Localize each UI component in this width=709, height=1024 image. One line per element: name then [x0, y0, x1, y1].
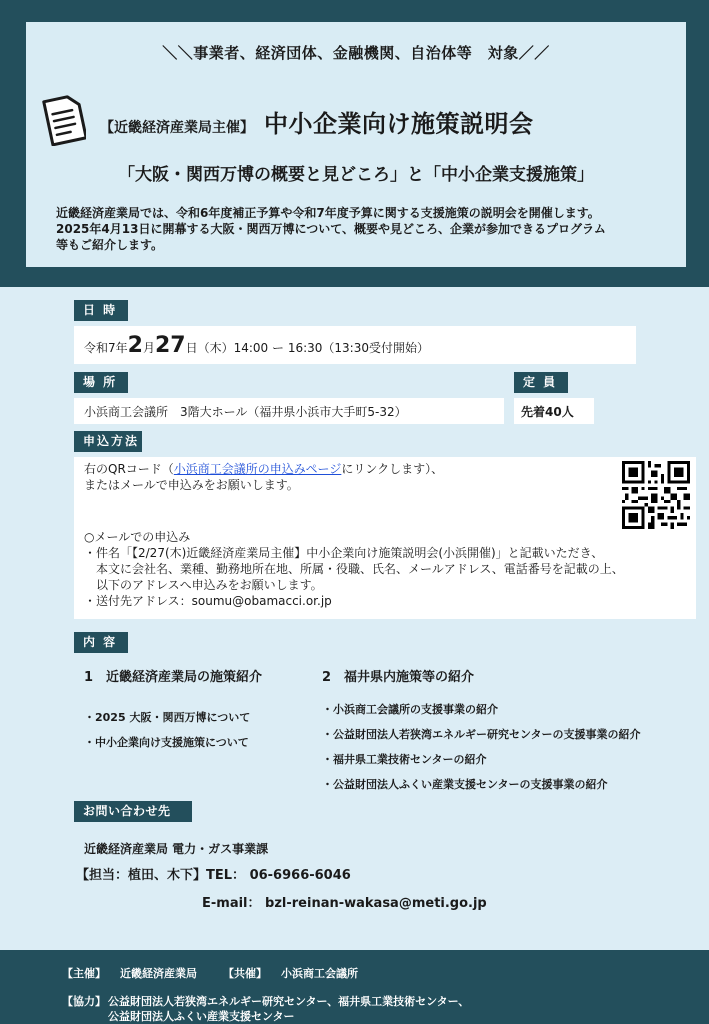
cohost-name: 小浜商工会議所 — [281, 967, 358, 980]
list-item: ・小浜商工会議所の支援事業の紹介 — [322, 703, 498, 716]
contents-head-2: 2 福井県内施策等の紹介 — [322, 670, 475, 685]
venue-text: 小浜商工会議所 3階大ホール（福井県小浜市大手町5-32） — [84, 405, 407, 419]
mail-line: 以下のアドレスへ申込みをお願いします。 — [84, 578, 323, 592]
contact-persons: 【担当：植田、木下】 — [76, 868, 207, 883]
audience-line: ＼＼事業者、経済団体、金融機関、自治体等 対象／／ — [162, 44, 550, 62]
qr-code[interactable] — [622, 461, 690, 529]
intro-line: 2025年4月13日に開幕する大阪・関西万博について、概要や見どころ、企業が参加できるプログラム — [56, 222, 606, 236]
month-unit: 月 — [142, 341, 155, 355]
footer-coop-label: 【協力】 — [62, 995, 106, 1008]
organizer-tag: 【近畿経済産業局主催】 — [100, 120, 254, 136]
intro-text — [56, 205, 676, 253]
month: 2 — [127, 333, 143, 358]
datetime-panel — [74, 326, 636, 364]
contact-label: お問い合わせ先 — [74, 801, 192, 822]
header-box — [26, 22, 686, 267]
footer-coop-2: 公益財団法人ふくい産業支援センター — [108, 1010, 295, 1023]
list-item: ・福井県工業技術センターの紹介 — [322, 753, 487, 766]
venue-label: 場 所 — [74, 372, 128, 393]
contents-label: 内 容 — [74, 632, 128, 653]
contact-email: E-mail： bzl-reinan-wakasa@meti.go.jp — [202, 896, 487, 911]
list-item: ・公益財団法人ふくい産業支援センターの支援事業の紹介 — [322, 778, 608, 791]
intro-line: 近畿経済産業局では、令和6年度補正予算や令和7年度予算に関する支援施策の説明会を開催します。 — [56, 206, 600, 220]
mail-instructions — [84, 529, 704, 609]
datetime-text — [84, 333, 429, 358]
list-item: ・2025 大阪・関西万博について — [84, 711, 251, 724]
list-item: ・公益財団法人若狭湾エネルギー研究センターの支援事業の紹介 — [322, 728, 641, 741]
intro-line: 等もご紹介します。 — [56, 238, 164, 252]
page-title: 中小企業向け施策説明会 — [264, 110, 534, 138]
mail-line: ・件名「【2/27(木)近畿経済産業局主催】中小企業向け施策説明会(小浜開催)」と記載いただき、 — [84, 546, 604, 560]
mail-address: ・送付先アドレス：soumu@obamacci.or.jp — [84, 594, 332, 608]
apply-intro — [84, 461, 443, 493]
mail-head: ○メールでの申込み — [84, 530, 191, 544]
mail-line: 本文に会社名、業種、勤務地所在地、所属・役職、氏名、メールアドレス、電話番号を記載の上、 — [84, 562, 624, 576]
era-year: 令和7年 — [84, 341, 128, 355]
apply-panel — [74, 457, 696, 619]
datetime-label: 日 時 — [74, 300, 128, 321]
host-label: 【主催】 — [62, 967, 106, 980]
cohost-label: 【共催】 — [223, 967, 267, 980]
apply-label: 申込方法 — [74, 431, 142, 452]
capacity-label: 定 員 — [514, 372, 568, 393]
contents-head-1: 1 近畿経済産業局の施策紹介 — [84, 670, 263, 685]
apply-line-suffix: にリンクします）、 — [341, 462, 444, 476]
apply-line-1 — [84, 461, 443, 477]
contents-col-2 — [322, 666, 641, 792]
list-item: ・中小企業向け支援施策について — [84, 736, 249, 749]
footer-host-line — [62, 965, 358, 981]
apply-line-2: またはメールで申込みをお願いします。 — [84, 478, 299, 492]
capacity-text: 先着40人 — [521, 405, 574, 419]
contact-tel: TEL： 06-6966-6046 — [206, 868, 351, 883]
day: 27 — [154, 333, 186, 358]
contact-dept: 近畿経済産業局 電力・ガス事業課 — [84, 842, 269, 856]
title-line — [100, 104, 534, 139]
subtitle: 「大阪・関西万博の概要と見どころ」と「中小企業支援施策」 — [118, 165, 594, 185]
capacity-panel — [514, 398, 594, 424]
footer — [0, 950, 709, 1024]
contents-col-1 — [84, 666, 262, 750]
document-icon — [42, 94, 86, 146]
contact-tel-line — [76, 864, 351, 883]
time-range: （木）14:00 ー 16:30（13:30受付開始） — [197, 341, 429, 355]
venue-panel — [74, 398, 504, 424]
host-name: 近畿経済産業局 — [120, 967, 197, 980]
day-unit: 日 — [185, 341, 198, 355]
apply-page-link[interactable]: 小浜商工会議所の申込みページ — [173, 462, 342, 476]
apply-line-prefix: 右のQRコード（ — [84, 462, 174, 476]
footer-coop-1: 公益財団法人若狭湾エネルギー研究センター、福井県工業技術センター、 — [108, 995, 470, 1008]
